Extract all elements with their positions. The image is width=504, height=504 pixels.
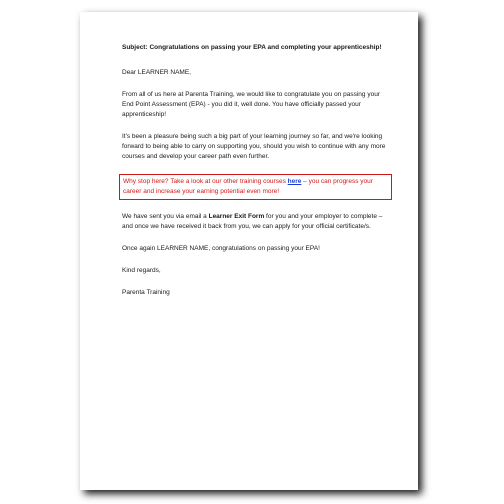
- letter-signoff: Kind regards,: [122, 267, 161, 274]
- paragraph-3-start: We have sent you via email a: [122, 213, 209, 220]
- letter-signature: Parenta Training: [122, 289, 170, 296]
- callout-text-end: – you can progress your career and increase your earning potential even more!: [123, 178, 373, 195]
- letter-paragraph-2: It's been a pleasure being such a big part of your learning journey so far, and we're looking forward to being able to carry on supporting you, should you wish to continue with any more courses and develop your career path even further.: [122, 133, 386, 160]
- training-callout-box: [119, 174, 392, 200]
- letter-paragraph-1: From all of us here at Parenta Training, we would like to congratulate you on passing your End Point Assessment (EPA) - you did it, well done. You have officially passed your apprenticeship!: [122, 91, 380, 118]
- letter-paragraph-3: [122, 212, 392, 232]
- letter-page: [80, 12, 418, 490]
- letter-body: [122, 43, 392, 310]
- callout-text-start: Why stop here? Take a look at our other training courses: [123, 178, 288, 185]
- paragraph-3-end: for you and your employer to complete – and once we have received it back from you, we can apply for your official certificate/s.: [122, 213, 383, 230]
- letter-subject: Subject: Congratulations on passing your EPA and completing your apprenticeship!: [122, 44, 382, 51]
- training-courses-link[interactable]: here: [287, 178, 302, 185]
- letter-greeting: Dear LEARNER NAME,: [122, 69, 191, 76]
- letter-paragraph-4: Once again LEARNER NAME, congratulations on passing your EPA!: [122, 245, 320, 252]
- learner-exit-form-label: Learner Exit Form: [208, 213, 265, 220]
